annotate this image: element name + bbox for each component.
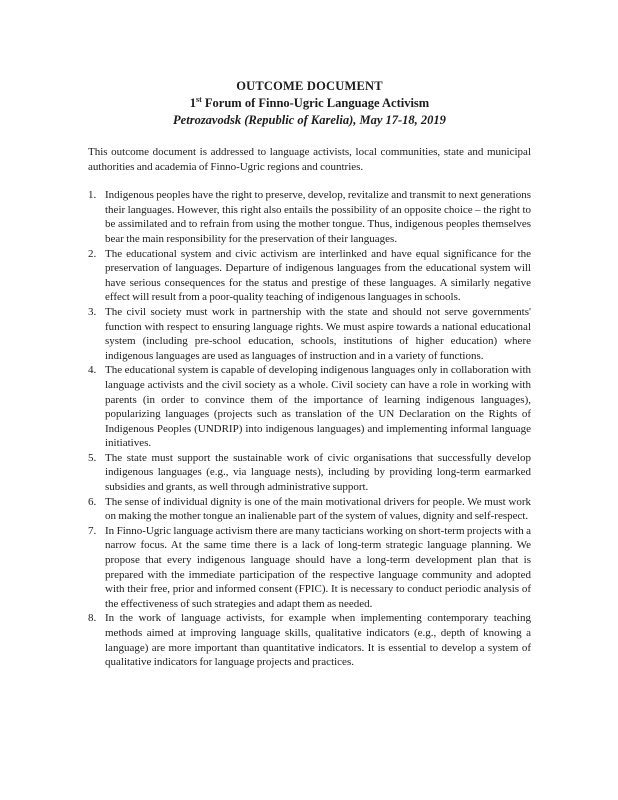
list-item-text: In Finno-Ugric language activism there are many tacticians working on short-term projects with a narrow focus. At the same time there is a lack of long-term strategic language planning. We propose that every indigenous language should have a long-term development plan that is prepared with the immediate participation of the respective language community and adopted with their free, prior and informed consent (FPIC). It is necessary to conduct periodic analysis of the effectiveness of such strategies and adapt them as needed. (105, 524, 531, 610)
list-item-text: Indigenous peoples have the right to preserve, develop, revitalize and transmit to next generations their languages. However, this right also entails the possibility of an opposite choice – the right to be assimilated and to refrain from using the mother tongue. Thus, indigenous peoples themselves bear the main responsibility for the preservation of their languages. (105, 189, 531, 245)
subtitle-ordinal-suffix: st (196, 94, 202, 104)
document-venue-line: Petrozavodsk (Republic of Karelia), May 17-18, 2019 (173, 113, 446, 127)
list-item-text: The educational system and civic activism are interlinked and have equal significance for the preservation of languages. Departure of indigenous languages from the educational system will have serious consequences for the status and prestige of these languages. A similarly negative effect will result from a poor-quality teaching of indigenous languages in schools. (105, 247, 531, 304)
list-item-text: The civil society must work in partnership with the state and should not serve governments' function with respect to ensuring language rights. We must aspire towards a national educational system (including pre-school education, schools, institutions of higher education) where indigenous languages are used as languages of instruction and in a variety of functions. (105, 305, 531, 362)
list-item-number: 6. (88, 495, 97, 508)
list-item-text: In the work of language activists, for example when implementing contemporary teaching methods aimed at improving language skills, qualitative indicators (e.g., depth of knowing a language) are more important than quantitative indicators. It is essential to develop a system of qualitative indicators for language projects and practices. (105, 612, 531, 669)
document-header (88, 78, 531, 129)
list-item (88, 363, 531, 451)
list-item-number: 3. (88, 305, 97, 318)
list-item-text: The state must support the sustainable work of civic organisations that successfully develop indigenous languages (e.g., via language nests), including by providing long-term earmarked subsidies and grants, as well through administrative support. (105, 451, 531, 494)
numbered-list (88, 188, 531, 670)
document-subtitle (88, 95, 531, 112)
list-item (88, 524, 531, 612)
list-item-number: 4. (88, 364, 97, 377)
list-item-text: The sense of individual dignity is one of the main motivational drivers for people. We must work on making the mother tongue an inalienable part of the system of values, dignity and self-respect. (105, 495, 531, 523)
list-item-number: 8. (88, 612, 97, 625)
list-item (88, 495, 531, 524)
list-item-number: 5. (88, 451, 97, 464)
list-item-number: 2. (88, 247, 97, 260)
list-item (88, 611, 531, 669)
subtitle-number: 1 (189, 96, 197, 110)
list-item-number: 1. (88, 189, 97, 202)
list-item (88, 247, 531, 305)
list-item (88, 305, 531, 363)
subtitle-text: Forum of Finno-Ugric Language Activism (201, 96, 430, 110)
document-title: OUTCOME DOCUMENT (236, 79, 383, 93)
list-item (88, 451, 531, 495)
list-item-text: The educational system is capable of developing indigenous languages only in collaboration with language activists and the civil society as a whole. Civil society can have a role in working with parents (in order to convince them of the importance of learning indigenous languages), popularizing languages (projects such as translation of the UN Declaration on the Rights of Indigenous Peoples (UNDRIP) into indigenous languages) and implementing informal language initiatives. (105, 364, 531, 450)
list-item (88, 188, 531, 246)
intro-paragraph: This outcome document is addressed to language activists, local communities, state and municipal authorities and academia of Finno-Ugric regions and countries. (88, 146, 531, 173)
list-item-number: 7. (88, 524, 97, 537)
